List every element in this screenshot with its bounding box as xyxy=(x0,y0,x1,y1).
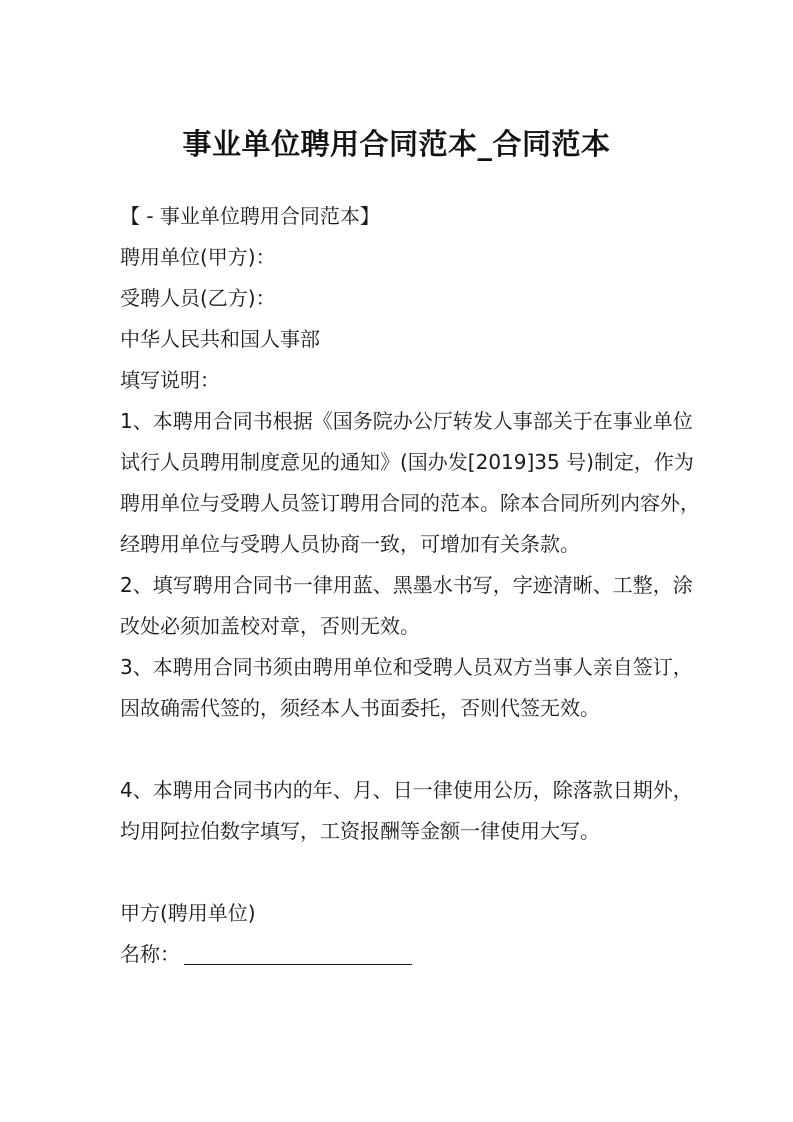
name-fill-blank xyxy=(184,942,412,965)
instruction-item-1: 1、本聘用合同书根据《国务院办公厅转发人事部关于在事业单位试行人员聘用制度意见的通知》(国办发[2019]35 号)制定，作为聘用单位与受聘人员签订聘用合同的范本。除本合同所列内容外，经聘用单位与受聘人员协商一致，可增加有关条款。 xyxy=(120,409,700,556)
document-title: 事业单位聘用合同范本_合同范本 xyxy=(182,127,611,161)
employer-party-line: 聘用单位(甲方)： xyxy=(120,245,276,269)
paragraph-spacer xyxy=(120,729,700,770)
name-field-label: 名称： xyxy=(120,942,180,966)
employee-party-line: 受聘人员(乙方)： xyxy=(120,286,276,310)
instruction-item-3: 3、本聘用合同书须由聘用单位和受聘人员双方当事人亲自签订，因故确需代签的，须经本人书面委托，否则代签无效。 xyxy=(120,655,693,720)
instructions-heading: 填写说明： xyxy=(120,368,220,392)
instruction-item-4: 4、本聘用合同书内的年、月、日一律使用公历，除落款日期外，均用阿拉伯数字填写，工资报酬等金额一律使用大写。 xyxy=(120,778,693,843)
issuing-authority: 中华人民共和国人事部 xyxy=(120,327,320,351)
document-body xyxy=(120,196,700,975)
instruction-item-2: 2、填写聘用合同书一律用蓝、黑墨水书写，字迹清晰、工整，涂改处必须加盖校对章，否则无效。 xyxy=(120,573,693,638)
party-a-heading: 甲方(聘用单位) xyxy=(120,901,256,925)
section-heading: 【 - 事业单位聘用合同范本】 xyxy=(120,204,380,228)
name-field-row xyxy=(120,934,700,975)
paragraph-spacer xyxy=(120,852,700,893)
